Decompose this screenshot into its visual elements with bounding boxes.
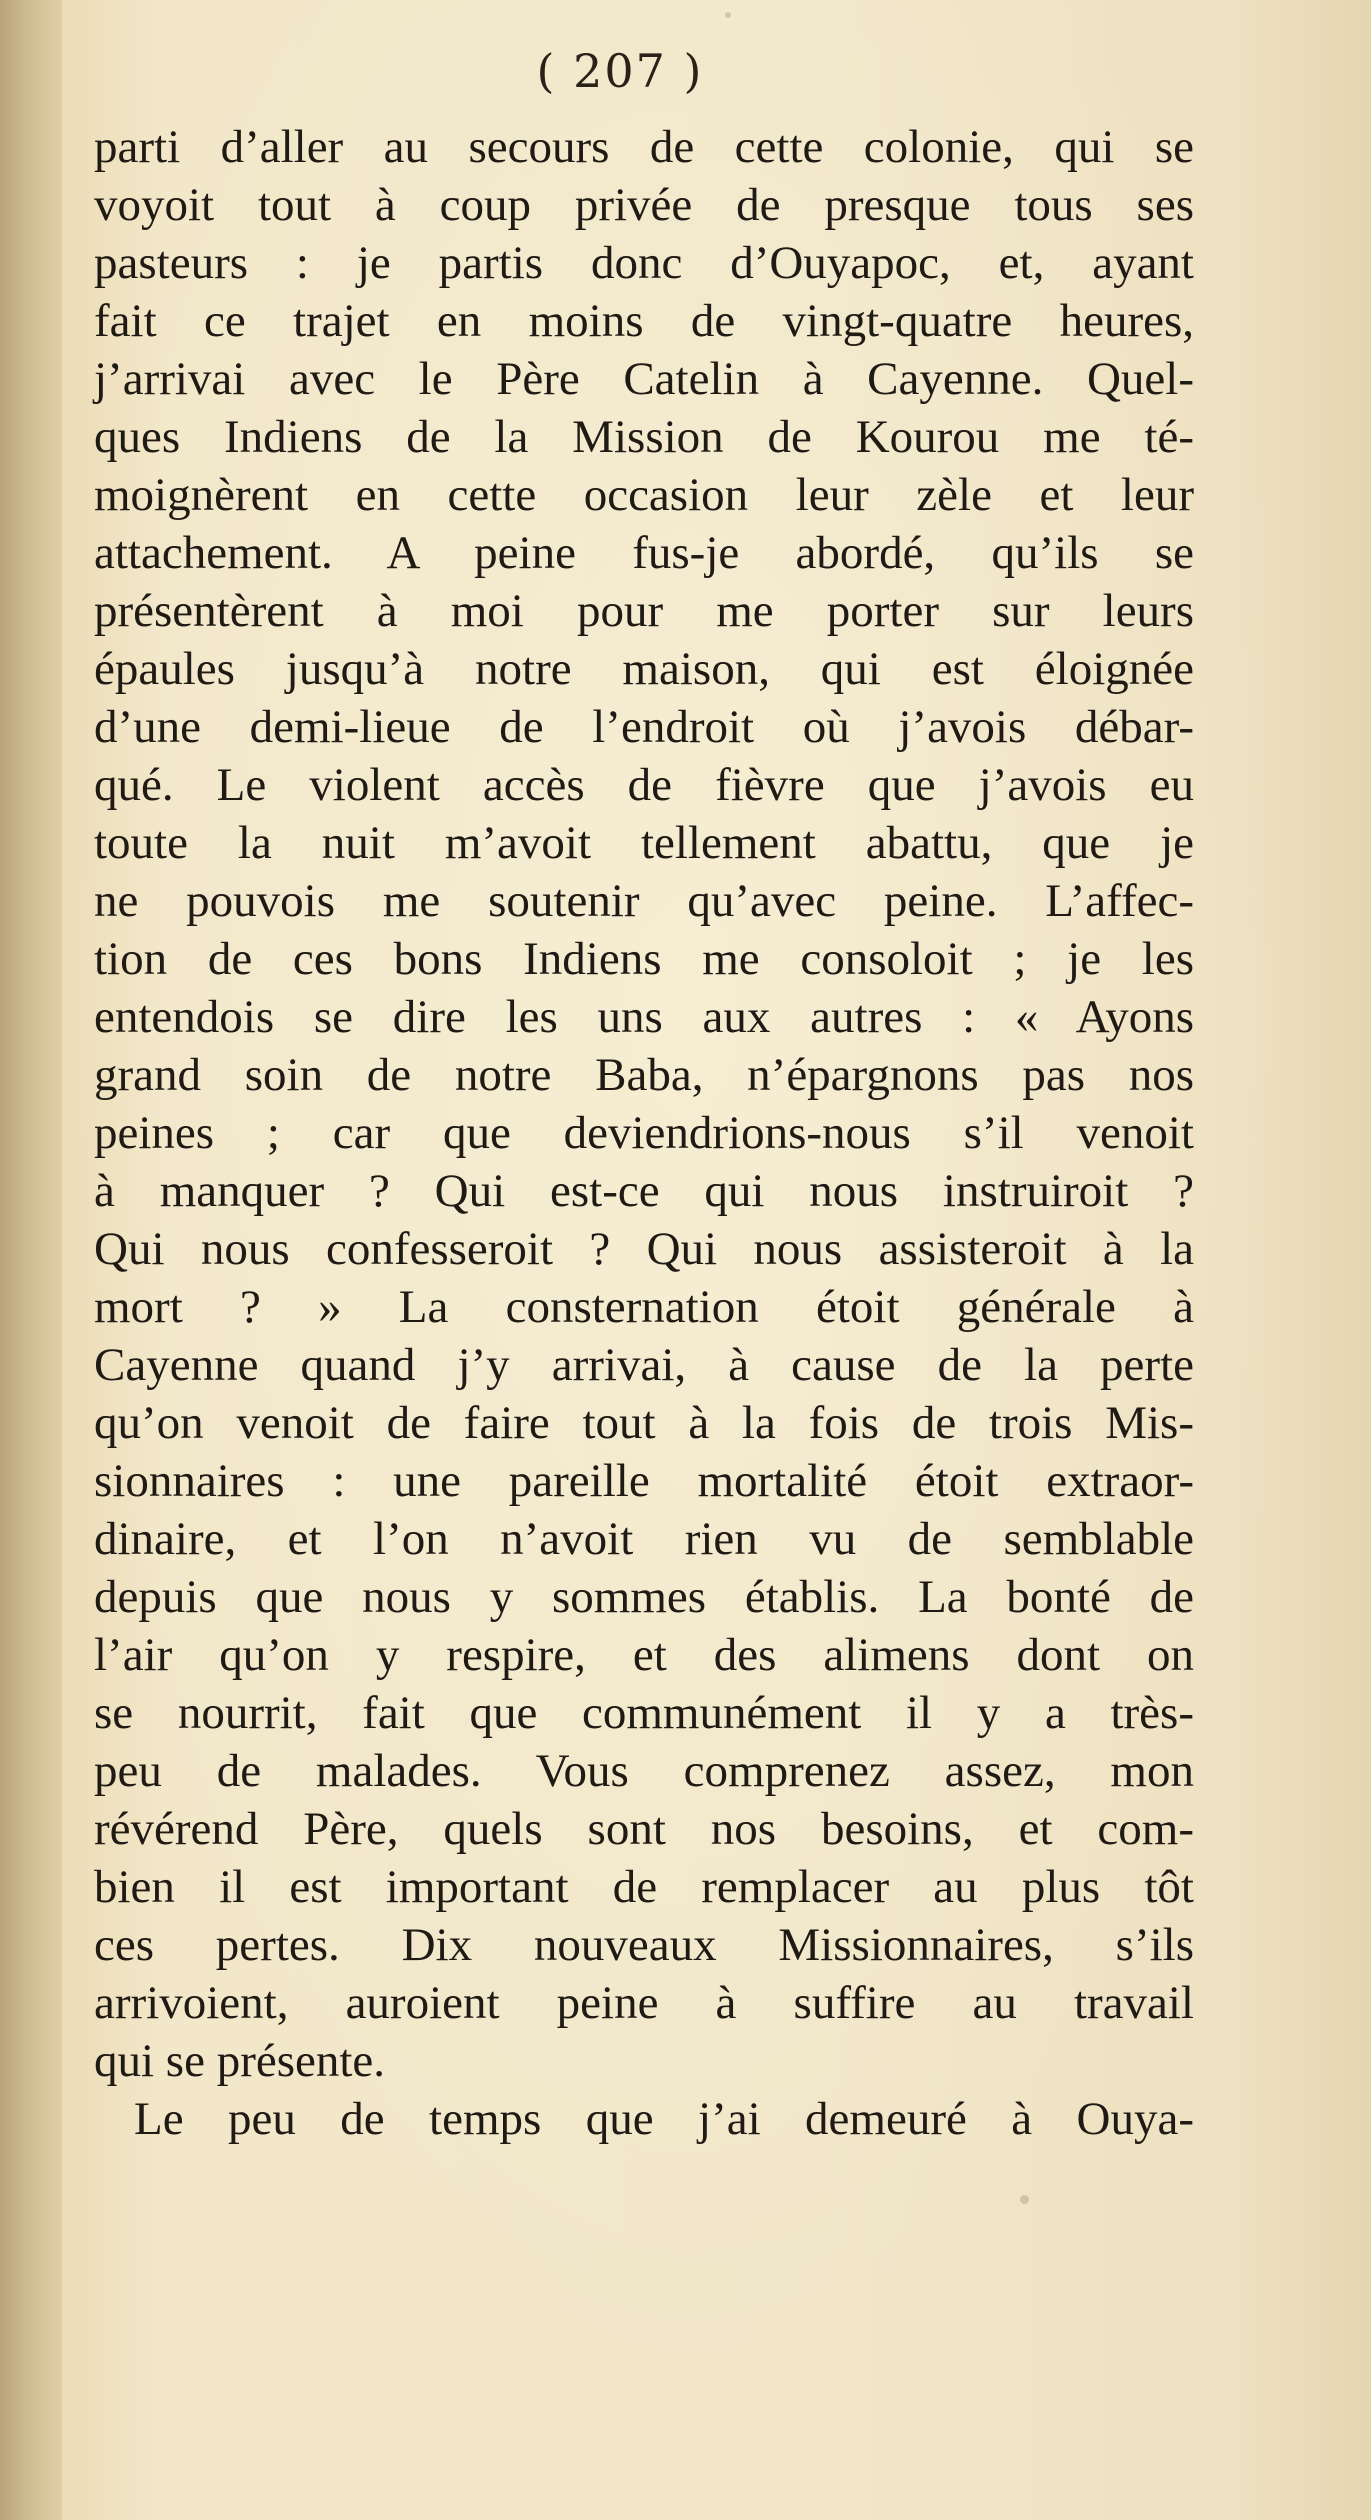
- text-line: pasteurs : je partis donc d’Ouyapoc, et, ayant: [94, 237, 1194, 289]
- text-line: toute la nuit m’avoit tellement abattu, que je: [94, 817, 1194, 869]
- text-line: épaules jusqu’à notre maison, qui est éloignée: [94, 643, 1194, 695]
- text-line: Le peu de temps que j’ai demeuré à Ouya-: [134, 2093, 1194, 2145]
- text-line: qué. Le violent accès de fièvre que j’avois eu: [94, 759, 1194, 811]
- text-line: Cayenne quand j’y arrivai, à cause de la perte: [94, 1339, 1194, 1391]
- text-line: révérend Père, quels sont nos besoins, et com-: [94, 1803, 1194, 1855]
- text-line: qui se présente.: [94, 2035, 386, 2087]
- paragraph-2: [94, 2090, 1194, 2148]
- ink-speck: [1020, 2195, 1029, 2204]
- text-line: peines ; car que deviendrions-nous s’il venoit: [94, 1107, 1194, 1159]
- text-line: parti d’aller au secours de cette colonie, qui se: [94, 121, 1194, 173]
- text-line: mort ? » La consternation étoit générale à: [94, 1281, 1194, 1333]
- text-line: voyoit tout à coup privée de presque tous ses: [94, 179, 1194, 231]
- text-line: à manquer ? Qui est-ce qui nous instruiroit ?: [94, 1165, 1194, 1217]
- text-line: Qui nous confesseroit ? Qui nous assisteroit à la: [94, 1223, 1194, 1275]
- text-line: d’une demi-lieue de l’endroit où j’avois débar-: [94, 701, 1194, 753]
- text-line: qu’on venoit de faire tout à la fois de trois Mis-: [94, 1397, 1194, 1449]
- text-line: arrivoient, auroient peine à suffire au travail: [94, 1977, 1194, 2029]
- ink-speck: [725, 12, 731, 18]
- text-line: l’air qu’on y respire, et des alimens dont on: [94, 1629, 1194, 1681]
- page-gutter: [0, 0, 62, 2520]
- text-line: ces pertes. Dix nouveaux Missionnaires, s’ils: [94, 1919, 1194, 1971]
- page-number: ( 207 ): [536, 44, 704, 98]
- text-line: peu de malades. Vous comprenez assez, mon: [94, 1745, 1194, 1797]
- text-line: bien il est important de remplacer au plus tôt: [94, 1861, 1194, 1913]
- text-line: moignèrent en cette occasion leur zèle et leur: [94, 469, 1194, 521]
- text-line: se nourrit, fait que communément il y a très-: [94, 1687, 1194, 1739]
- text-line: ques Indiens de la Mission de Kourou me té-: [94, 411, 1194, 463]
- text-line: grand soin de notre Baba, n’épargnons pas nos: [94, 1049, 1194, 1101]
- text-line: ne pouvois me soutenir qu’avec peine. L’affec-: [94, 875, 1194, 927]
- text-line: tion de ces bons Indiens me consoloit ; je les: [94, 933, 1194, 985]
- body-text: [94, 118, 1194, 2148]
- text-line: attachement. A peine fus-je abordé, qu’ils se: [94, 527, 1194, 579]
- text-line: présentèrent à moi pour me porter sur leurs: [94, 585, 1194, 637]
- text-line: entendois se dire les uns aux autres : « Ayons: [94, 991, 1194, 1043]
- text-line: sionnaires : une pareille mortalité étoit extraor-: [94, 1455, 1194, 1507]
- text-line: fait ce trajet en moins de vingt-quatre heures,: [94, 295, 1194, 347]
- paragraph-1: [94, 118, 1194, 2090]
- text-line: depuis que nous y sommes établis. La bonté de: [94, 1571, 1194, 1623]
- text-line: dinaire, et l’on n’avoit rien vu de semblable: [94, 1513, 1194, 1565]
- text-line: j’arrivai avec le Père Catelin à Cayenne. Quel-: [94, 353, 1194, 405]
